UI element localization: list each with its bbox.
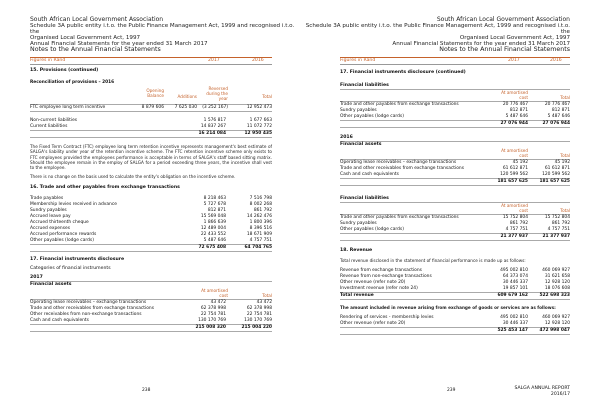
row-value: 61 612 871 [502,166,528,171]
row-label: Trade and other payables from exchange transactions [340,102,459,107]
row-value: 45 192 [512,160,528,165]
row-value: 30 446 337 [502,280,528,286]
row-label: Accrued thirteenth cheque [30,219,89,225]
row-value: 20 776 467 [502,102,528,107]
row-value: 22 754 781 [246,311,272,317]
row-label: Sundry payables [340,108,377,113]
revenue-exchange-table [340,315,570,327]
row-value: 64 373 074 [502,274,528,280]
row-value: 22 433 552 [200,231,226,237]
row-value: 495 002 810 [500,268,528,274]
assets-2016-table [340,159,570,178]
row-value: 460 069 927 [542,314,570,320]
row-value: 19 857 101 [502,286,528,292]
section-heading: 15. Provisions (continued) [30,68,99,73]
subsection-heading: Categories of financial instruments [30,265,111,271]
row-value: 4 757 751 [547,227,570,232]
total-row: 215 008 320 215 004 220 [30,324,272,332]
row-value: 8 218 463 [203,195,226,201]
row-label: Other payables (lodge cards) [340,227,404,232]
paragraph: The Fixed Term Contract (FTC) employee long term retention incentive represents management's best estimate of SALGA's liability under year of the retention incentive scheme. The FTC retention incentive scheme only exists to FTC employees provided the employees performance is acceptable in terms of SALGA's staff based sitting matrix. Should the employee remain in the employ of SALGA for a period exceeding three years, the incentive shall vest to the employee. [30,144,272,171]
row-value: 861 792 [551,221,570,226]
col-amortised: At amortised cost [501,203,528,213]
year-heading: 2016 [340,135,570,142]
row-label: Operating lease receivables – exchange transactions [30,299,147,305]
col-amortised: At amortised cost [501,90,528,100]
row-label: Accrued performance rewards [30,231,97,237]
paragraph: Total revenue disclosed in the statement of financial performance is made up as follows: [340,258,526,263]
row-value: 1 800 396 [249,219,272,225]
col-headers [340,90,570,101]
assets-table [30,299,272,324]
col-amortised: At amortised cost [201,287,228,298]
table-row: Non-current liabilities 1 576 817 1 677 663 [30,118,272,123]
row-value: 61 612 871 [544,166,570,171]
row-value: 15 752 804 [502,215,528,220]
footer-year: 2016/17 [550,391,570,397]
org-name: South African Local Government Association [436,16,570,23]
row-label: Trade and other receivables from exchange transactions [30,305,154,311]
right-page [300,0,600,416]
row-value: 45 192 [554,160,570,165]
year-heading: 2017 [30,275,272,282]
row-value: 15 569 048 [200,213,226,219]
row-value: 14 262 476 [246,213,272,219]
liabilities-2016-table [340,214,570,233]
document-header [30,17,300,54]
header-subtitle: Notes to the Annual Financial Statements [30,46,161,54]
header-line: Organised Local Government Act, 1997 [459,35,570,42]
left-body [30,68,272,332]
revenue-table [340,268,570,292]
row-value: 120 599 562 [500,172,528,177]
col-total: Total [560,153,570,158]
subsection-heading: Financial assets [30,281,72,287]
row-value: 4 757 751 [249,237,272,243]
total-row: 181 657 625 181 657 625 [340,178,570,186]
row-label: Sundry payables [340,221,377,226]
row-label: Operating lease receivables – exchange transactions [340,160,457,165]
total-row: 27 076 944 27 076 944 [340,120,570,128]
row-label: Investment revenue (refer note 24) [340,286,418,292]
header-line: Schedule 3A public entity i.t.o. the Public Finance Management Act, 1999 and recognised i.t.o. the [305,23,570,36]
row-value: 8 002 268 [249,201,272,207]
col-total: Total [560,208,570,213]
section-heading: 16. Trade and other payables from exchange transactions [30,184,180,190]
report-footer [514,386,570,397]
figures-band [30,57,272,64]
row-value: 15 752 804 [544,215,570,220]
row-label: Trade and other receivables from exchange transactions [340,166,464,171]
row-value: 861 792 [509,221,528,226]
row-value: 62 378 998 [200,305,226,311]
header-line: Schedule 3A public entity i.t.o. the Public Finance Management Act, 1999 and recognised i.t.o. the [30,23,295,36]
header-line: Organised Local Government Act, 1997 [30,35,141,42]
figures-label: Figures in Rand [340,58,376,63]
row-label: Other revenue (refer note 20) [340,280,406,286]
row-value: 495 002 810 [500,314,528,320]
paragraph: The amount included in revenue arising from exchange of goods or services are as follows: [340,305,556,311]
row-label: Membership levies received in advance [30,201,117,207]
row-label: Trade and other payables from exchange transactions [340,215,459,220]
row-value: 43 472 [210,299,226,305]
row-value: 1 866 639 [203,219,226,225]
subsection-heading: Financial liabilities [340,83,570,90]
row-label: Trade payables [30,195,64,201]
row-label: Other payables (lodge cards) [340,114,404,119]
row-label: Cash and cash equivalents [30,317,89,323]
col-total: Total [560,95,570,100]
row-value: 43 472 [256,299,272,305]
row-value: 62 378 998 [246,305,272,311]
row-value: 31 621 658 [544,274,570,280]
row-value: 812 871 [207,207,226,213]
document-header [300,17,570,54]
year-2016: 2016 [252,58,264,63]
row-value: 130 170 769 [244,317,272,323]
total-row: 16 214 084 12 950 435 [30,130,272,138]
header-subtitle: Notes to the Annual Financial Statements [439,46,570,54]
year-2017: 2017 [508,58,520,63]
row-value: 5 487 646 [547,114,570,119]
row-value: 5 727 678 [203,201,226,207]
col-headers [340,203,570,214]
right-body [340,70,570,335]
row-label: Sundry payables [30,207,67,213]
row-value: 130 170 769 [198,317,226,323]
figures-band [340,57,570,64]
col-total: Total [262,292,272,298]
liabilities-2017-table [340,101,570,120]
payables-table [30,196,272,244]
subsection-heading: Reconciliation of provisions – 2016 [30,80,115,85]
paragraph: There is no change on the basis used to calculate the entity's obligation on the incentive scheme. [30,174,236,180]
row-label: Revenue from non-exchange transactions [340,274,432,280]
row-value: 861 792 [253,207,272,213]
table-row: Current liabilities 14 837 267 11 072 772 [30,124,272,129]
row-value: 12 489 004 [200,225,226,231]
table-row: FTC employee long term incentive 8 879 606 7 625 030 (3 252 167) 12 952 473 [30,105,272,110]
footer-title: SALGA ANNUAL REPORT [514,386,570,391]
row-value: 12 928 120 [544,280,570,286]
col-additions: Additions [177,94,197,99]
org-name: South African Local Government Association [30,16,164,23]
year-2016: 2016 [550,58,562,63]
row-value: 120 599 562 [542,172,570,177]
row-value: 18 076 608 [544,286,570,292]
row-label: Other revenue (refer note 20) [340,320,406,326]
col-total: Total [262,94,272,99]
row-value: 7 516 798 [249,195,272,201]
col-headers [340,148,570,159]
row-value: 5 487 646 [505,114,528,119]
row-value: 812 871 [551,108,570,113]
section-heading: 17. Financial instruments disclosure [30,256,125,262]
section-heading: 18. Revenue [340,248,373,253]
recon-col-headers [30,86,272,104]
page-number: 238 [142,388,151,393]
row-value: 12 928 120 [544,320,570,326]
row-value: 5 487 646 [203,237,226,243]
total-row: 21 377 937 21 377 937 [340,233,570,241]
row-label: Accrued leave pay [30,213,71,219]
page-number: 239 [447,388,456,393]
figures-label: Figures in Rand [30,58,66,63]
asset-col-headers [30,288,272,299]
year-2017: 2017 [208,58,220,63]
row-label: Rendering of services - membership levies [340,314,434,320]
row-value: 8 396 516 [249,225,272,231]
col-opening: Opening Balance [146,88,164,98]
row-label: Cash and cash equivalents [340,172,399,177]
row-value: 460 069 927 [542,268,570,274]
row-label: Other receivables from non-exchange transactions [30,311,142,317]
col-amortised: At amortised cost [501,148,528,158]
total-row: Total revenue 609 679 162 522 698 323 [340,293,570,299]
row-value: 4 757 751 [505,227,528,232]
row-value: 22 754 781 [200,311,226,317]
row-value: 30 446 337 [502,320,528,326]
total-row: 525 453 147 472 998 047 [340,327,570,335]
row-value: 18 671 909 [246,231,272,237]
total-row: 72 675 408 64 704 765 [30,244,272,252]
row-label: Other payables (lodge cards) [30,237,94,243]
subsection-heading: Financial assets [340,142,382,147]
row-value: 812 871 [509,108,528,113]
row-label: Accrued expenses [30,225,70,231]
col-reversed: Reversed during the year [206,86,228,101]
row-value: 20 776 467 [544,102,570,107]
section-heading: 17. Financial instruments disclosure (continued) [340,70,466,75]
header-line: Annual Financial Statements for the year ended 31 March 2017 [30,41,208,48]
row-label: Revenue from exchange transactions [340,268,422,274]
header-line: Annual Financial Statements for the year ended 31 March 2017 [392,41,570,48]
subsection-heading: Financial liabilities [340,196,570,203]
